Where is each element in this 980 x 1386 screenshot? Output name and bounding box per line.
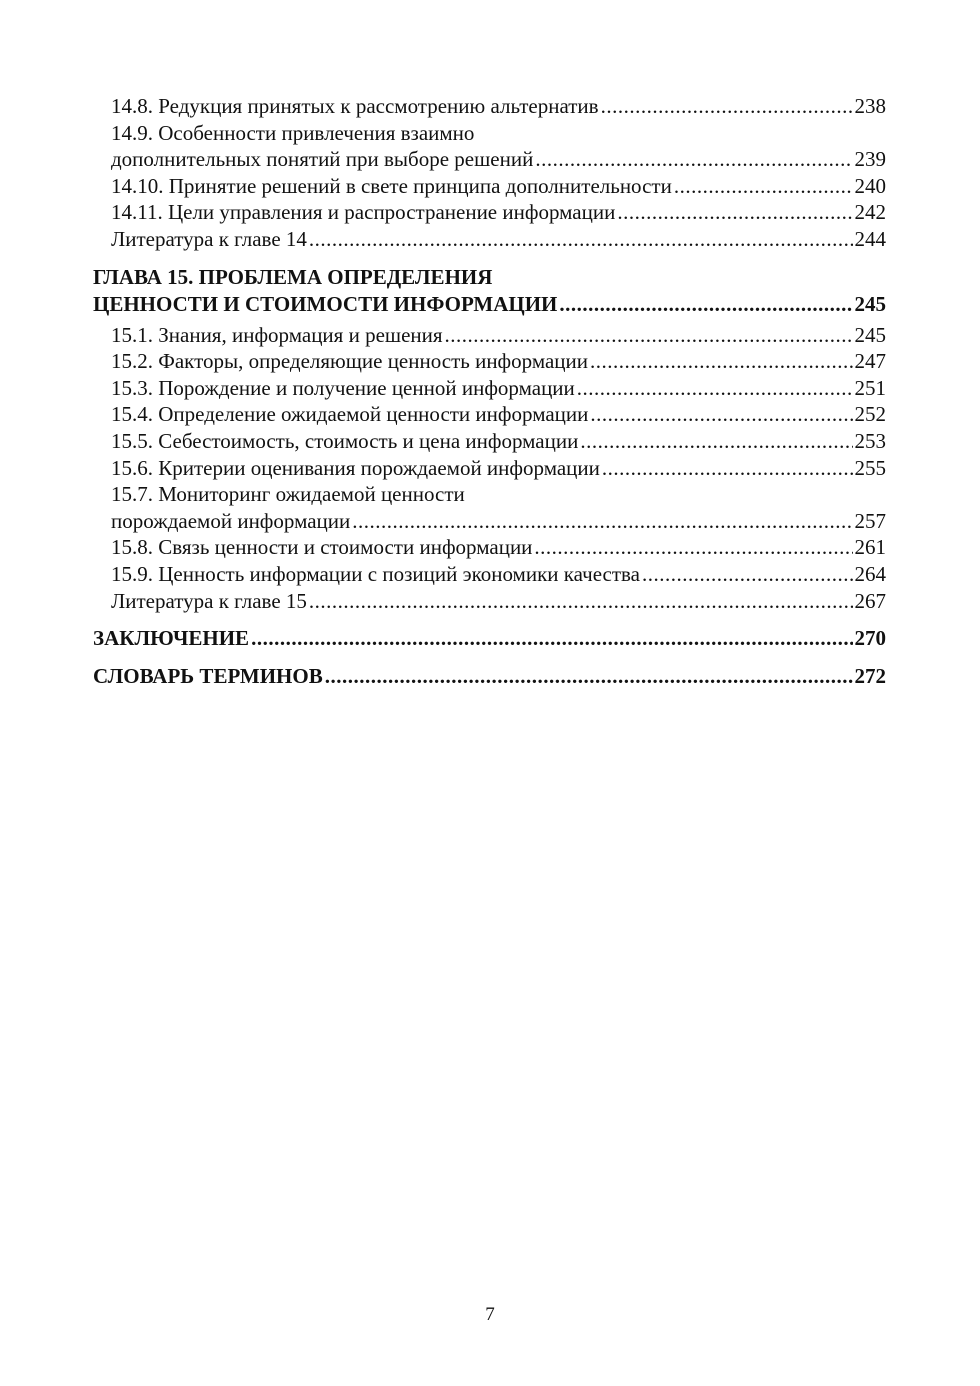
toc-item	[93, 455, 886, 482]
toc-item-page: 251	[854, 375, 886, 400]
toc-item	[93, 120, 886, 173]
toc-item-title: 14.11. Цели управления и распространение информации	[111, 200, 616, 225]
toc-glossary	[93, 663, 886, 690]
conclusion-page: 270	[854, 626, 886, 651]
toc-item-title: 15.5. Себестоимость, стоимость и цена информации	[111, 428, 579, 453]
toc-item-title-line1: 14.9. Особенности привлечения взаимно	[111, 120, 475, 145]
dot-leader	[309, 588, 853, 615]
toc-item-page: 244	[854, 226, 886, 251]
toc-item-title: 15.9. Ценность информации с позиций экономики качества	[111, 561, 640, 586]
chapter-title-line1: ГЛАВА 15. ПРОБЛЕМА ОПРЕДЕЛЕНИЯ	[93, 264, 493, 289]
toc-item-title: порождаемой информации	[111, 508, 351, 533]
toc-item-page: 247	[854, 349, 886, 374]
toc-item-page: 253	[854, 428, 886, 453]
toc-item-title: 15.6. Критерии оценивания порождаемой информации	[111, 455, 600, 480]
dot-leader	[352, 508, 852, 535]
toc-item	[93, 93, 886, 120]
toc-item-page: 238	[854, 94, 886, 118]
toc-item-title: дополнительных понятий при выборе решений	[111, 147, 534, 172]
page-number: 7	[485, 1304, 495, 1325]
toc-item	[93, 226, 886, 253]
toc-item-page: 261	[854, 535, 886, 560]
toc-item	[93, 322, 886, 349]
dot-leader	[445, 322, 853, 349]
dot-leader	[590, 401, 852, 428]
toc-item	[93, 375, 886, 402]
dot-leader	[535, 146, 852, 173]
toc-item-page: 239	[854, 147, 886, 172]
dot-leader	[577, 375, 853, 402]
toc-item	[93, 173, 886, 200]
toc-item-page: 255	[854, 455, 886, 480]
dot-leader	[309, 226, 853, 253]
dot-leader	[559, 291, 852, 318]
dot-leader	[325, 663, 853, 690]
dot-leader	[642, 561, 853, 588]
dot-leader	[674, 173, 853, 200]
toc-item-title: 15.3. Порождение и получение ценной информации	[111, 375, 575, 400]
toc-item-page: 267	[854, 588, 886, 613]
toc-item-title: 15.8. Связь ценности и стоимости информации	[111, 535, 533, 560]
toc-item	[93, 561, 886, 588]
dot-leader	[580, 428, 852, 455]
toc-item-title: Литература к главе 14	[111, 226, 307, 251]
toc-item-page: 245	[854, 322, 886, 347]
toc-item	[93, 348, 886, 375]
toc-item-title: 14.8. Редукция принятых к рассмотрению альтернатив	[111, 94, 599, 118]
conclusion-title: ЗАКЛЮЧЕНИЕ	[93, 626, 250, 651]
toc-item-title: 15.2. Факторы, определяющие ценность информации	[111, 349, 589, 374]
toc-item	[93, 428, 886, 455]
dot-leader	[601, 93, 853, 120]
dot-leader	[534, 534, 852, 561]
toc-conclusion	[93, 625, 886, 652]
toc-item-page: 264	[854, 561, 886, 586]
toc-item-page: 252	[854, 402, 886, 427]
toc-item-page: 240	[854, 173, 886, 198]
toc-item-title: 15.4. Определение ожидаемой ценности информации	[111, 402, 589, 427]
toc-item	[93, 588, 886, 615]
toc-item-page: 257	[854, 508, 886, 533]
toc-item-title-line1: 15.7. Мониторинг ожидаемой ценности	[111, 482, 465, 507]
chapter-title: ЦЕННОСТИ И СТОИМОСТИ ИНФОРМАЦИИ	[93, 291, 558, 316]
glossary-title: СЛОВАРЬ ТЕРМИНОВ	[93, 664, 323, 689]
table-of-contents	[93, 93, 886, 690]
chapter-page: 245	[854, 291, 886, 316]
dot-leader	[617, 199, 852, 226]
toc-chapter-heading	[93, 264, 886, 318]
toc-item	[93, 199, 886, 226]
toc-item-title: 14.10. Принятие решений в свете принципа дополнительности	[111, 173, 672, 198]
toc-item-title: Литература к главе 15	[111, 588, 307, 613]
glossary-page: 272	[854, 664, 886, 689]
toc-item-title: 15.1. Знания, информация и решения	[111, 322, 443, 347]
dot-leader	[590, 348, 852, 375]
dot-leader	[602, 455, 853, 482]
toc-item	[93, 401, 886, 428]
dot-leader	[251, 625, 852, 652]
toc-item-page: 242	[854, 200, 886, 225]
toc-item	[93, 481, 886, 534]
toc-item	[93, 534, 886, 561]
